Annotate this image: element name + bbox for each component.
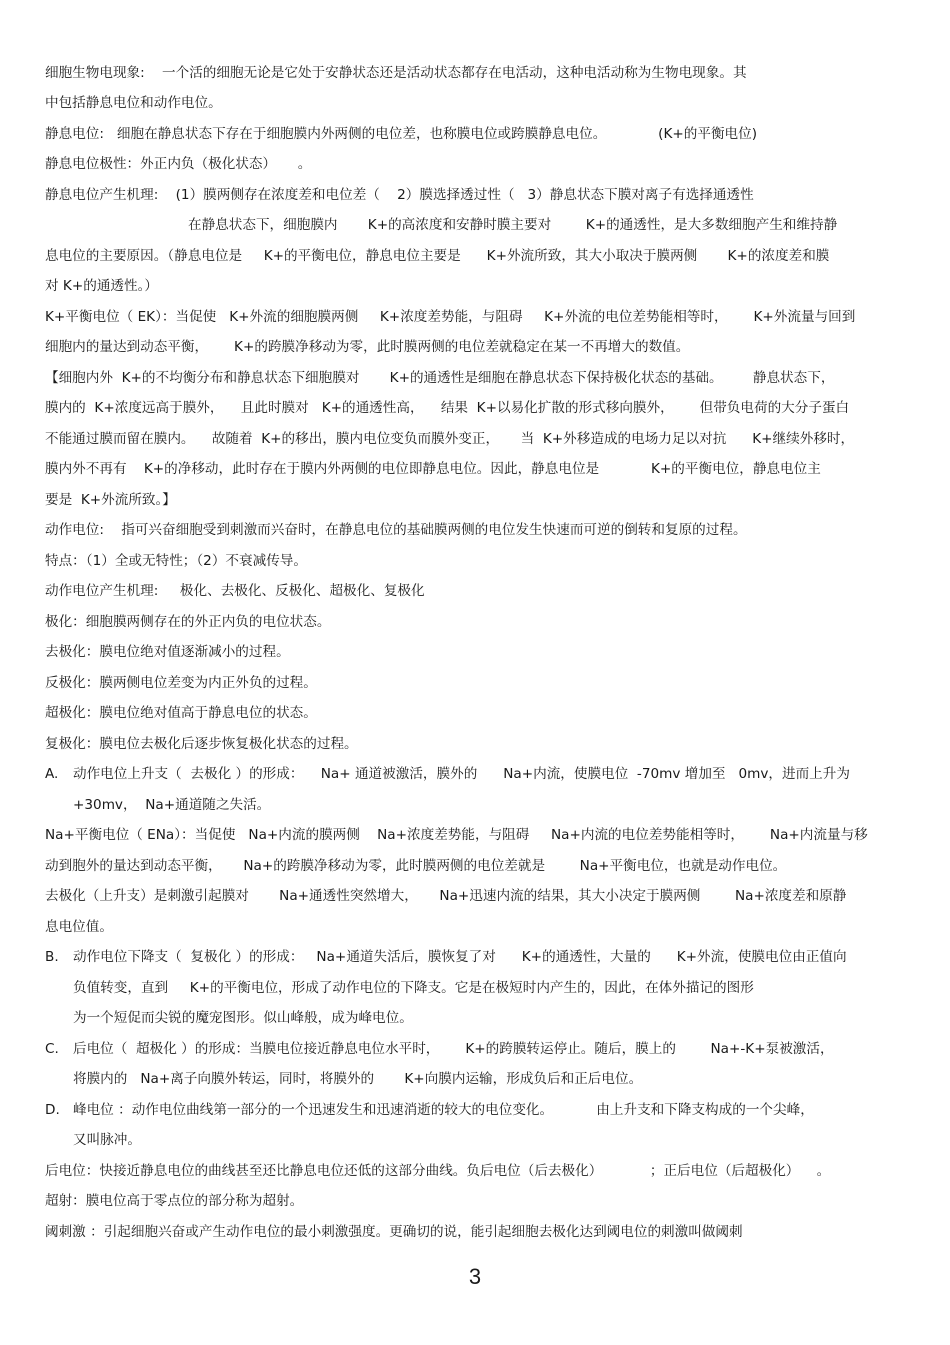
text-line: 阈刺激 ：引起细胞兴奋或产生动作电位的最小刺激强度。更确切的说，能引起细胞去极化达到阈电位的刺激叫做阈刺 xyxy=(45,1224,743,1240)
text-line: 极化：细胞膜两侧存在的外正内负的电位状态。 xyxy=(45,614,331,630)
text-line: 复极化：膜电位去极化后逐步恢复极化状态的过程。 xyxy=(45,736,358,752)
page-number: 3 xyxy=(468,1264,482,1289)
list-marker-c: C. xyxy=(45,1041,59,1057)
text-line: 静息电位: 细胞在静息状态下存在于细胞膜内外两侧的电位差，也称膜电位或跨膜静息电位。 (K+的平衡电位) xyxy=(45,126,758,142)
text-line: +30mv， Na+通道随之失活。 xyxy=(73,797,271,813)
text-line: 动作电位上升支（ 去极化 ）的形成： Na+ 通道被激活，膜外的 Na+内流，使膜电位 -70mv 增加至 0mv，进而上升为 xyxy=(73,766,850,782)
text-line: 为一个短促而尖锐的魔宠图形。似山峰般，成为峰电位。 xyxy=(73,1010,413,1026)
text-line: K+平衡电位（ EK）：当促使 K+外流的细胞膜两侧 K+浓度差势能，与阻碍 K+外流的电位差势能相等时， K+外流量与回到 xyxy=(45,309,856,325)
text-line: 在静息状态下，细胞膜内 K+的高浓度和安静时膜主要对 K+的通透性，是大多数细胞产生和维持静 xyxy=(188,217,838,233)
text-line: 负值转变，直到 K+的平衡电位，形成了动作电位的下降支。它是在极短时内产生的，因此，在体外描记的图形 xyxy=(73,980,754,996)
text-line: 不能通过膜而留在膜内。 故随着 K+的移出，膜内电位变负而膜外变正， 当 K+外移造成的电场力足以对抗 K+继续外移时， xyxy=(45,431,855,447)
text-line: 又叫脉冲。 xyxy=(73,1132,141,1148)
text-line: 动到胞外的量达到动态平衡， Na+的跨膜净移动为零，此时膜两侧的电位差就是 Na+平衡电位，也就是动作电位。 xyxy=(45,858,787,874)
text-line: 对 K+的通透性。） xyxy=(45,278,158,294)
list-marker-a: A. xyxy=(45,766,59,782)
text-line: 息电位值。 xyxy=(45,919,113,935)
text-line: 息电位的主要原因。（静息电位是 K+的平衡电位，静息电位主要是 K+外流所致，其大小取决于膜两侧 K+的浓度差和膜 xyxy=(45,248,830,264)
text-line: 膜内外不再有 K+的净移动，此时存在于膜内外两侧的电位即静息电位。因此，静息电位是 K+的平衡电位，静息电位主 xyxy=(45,461,821,477)
text-line: 超极化：膜电位绝对值高于静息电位的状态。 xyxy=(45,705,317,721)
text-line: 超射：膜电位高于零点位的部分称为超射。 xyxy=(45,1193,304,1209)
text-line: 动作电位下降支（ 复极化 ）的形成： Na+通道失活后，膜恢复了对 K+的通透性，大量的 K+外流，使膜电位由正值向 xyxy=(73,949,847,965)
text-line: 中包括静息电位和动作电位。 xyxy=(45,95,222,111)
list-marker-d: D. xyxy=(45,1102,60,1118)
text-line: 去极化（上升支）是刺激引起膜对 Na+通透性突然增大， Na+迅速内流的结果，其大小决定于膜两侧 Na+浓度差和原静 xyxy=(45,888,847,904)
text-line: 细胞生物电现象: 一个活的细胞无论是它处于安静状态还是活动状态都存在电活动，这种电活动称为生物电现象。其 xyxy=(45,65,747,81)
text-line: 峰电位 ：动作电位曲线第一部分的一个迅速发生和迅速消逝的较大的电位变化。 由上升支和下降支构成的一个尖峰， xyxy=(73,1102,814,1118)
list-marker-b: B. xyxy=(45,949,59,965)
text-line: 后电位（ 超极化 ）的形成：当膜电位接近静息电位水平时， K+的跨膜转运停止。随后，膜上的 Na+-K+泵被激活， xyxy=(73,1041,834,1057)
text-line: 动作电位: 指可兴奋细胞受到刺激而兴奋时，在静息电位的基础膜两侧的电位发生快速而可逆的倒转和复原的过程。 xyxy=(45,522,747,538)
text-line: 静息电位产生机理: (1）膜两侧存在浓度差和电位差（ 2）膜选择透过性（ 3）静息状态下膜对离子有选择通透性 xyxy=(45,187,754,203)
text-line: 静息电位极性：外正内负（极化状态） 。 xyxy=(45,156,312,172)
text-line: 特点：（1）全或无特性；（2）不衰减传导。 xyxy=(45,553,307,569)
text-line: 反极化：膜两侧电位差变为内正外负的过程。 xyxy=(45,675,317,691)
text-line: 将膜内的 Na+离子向膜外转运，同时，将膜外的 K+向膜内运输，形成负后和正后电位。 xyxy=(73,1071,643,1087)
text-line: 要是 K+外流所致。】 xyxy=(45,492,176,508)
text-line: 去极化：膜电位绝对值逐渐减小的过程。 xyxy=(45,644,290,660)
text-line: 动作电位产生机理: 极化、去极化、反极化、超极化、复极化 xyxy=(45,583,425,599)
text-line: 【细胞内外 K+的不均衡分布和静息状态下细胞膜对 K+的通透性是细胞在静息状态下保持极化状态的基础。 静息状态下， xyxy=(45,370,835,386)
text-line: Na+平衡电位（ ENa）：当促使 Na+内流的膜两侧 Na+浓度差势能，与阻碍 Na+内流的电位差势能相等时， Na+内流量与移 xyxy=(45,827,868,843)
text-line: 后电位：快接近静息电位的曲线甚至还比静息电位还低的这部分曲线。负后电位（后去极化） ；正后电位（后超极化） 。 xyxy=(45,1163,831,1179)
text-line: 细胞内的量达到动态平衡， K+的跨膜净移动为零，此时膜两侧的电位差就稳定在某一不再增大的数值。 xyxy=(45,339,690,355)
text-line: 膜内的 K+浓度远高于膜外， 且此时膜对 K+的通透性高， 结果 K+以易化扩散的形式移向膜外， 但带负电荷的大分子蛋白 xyxy=(45,400,850,416)
